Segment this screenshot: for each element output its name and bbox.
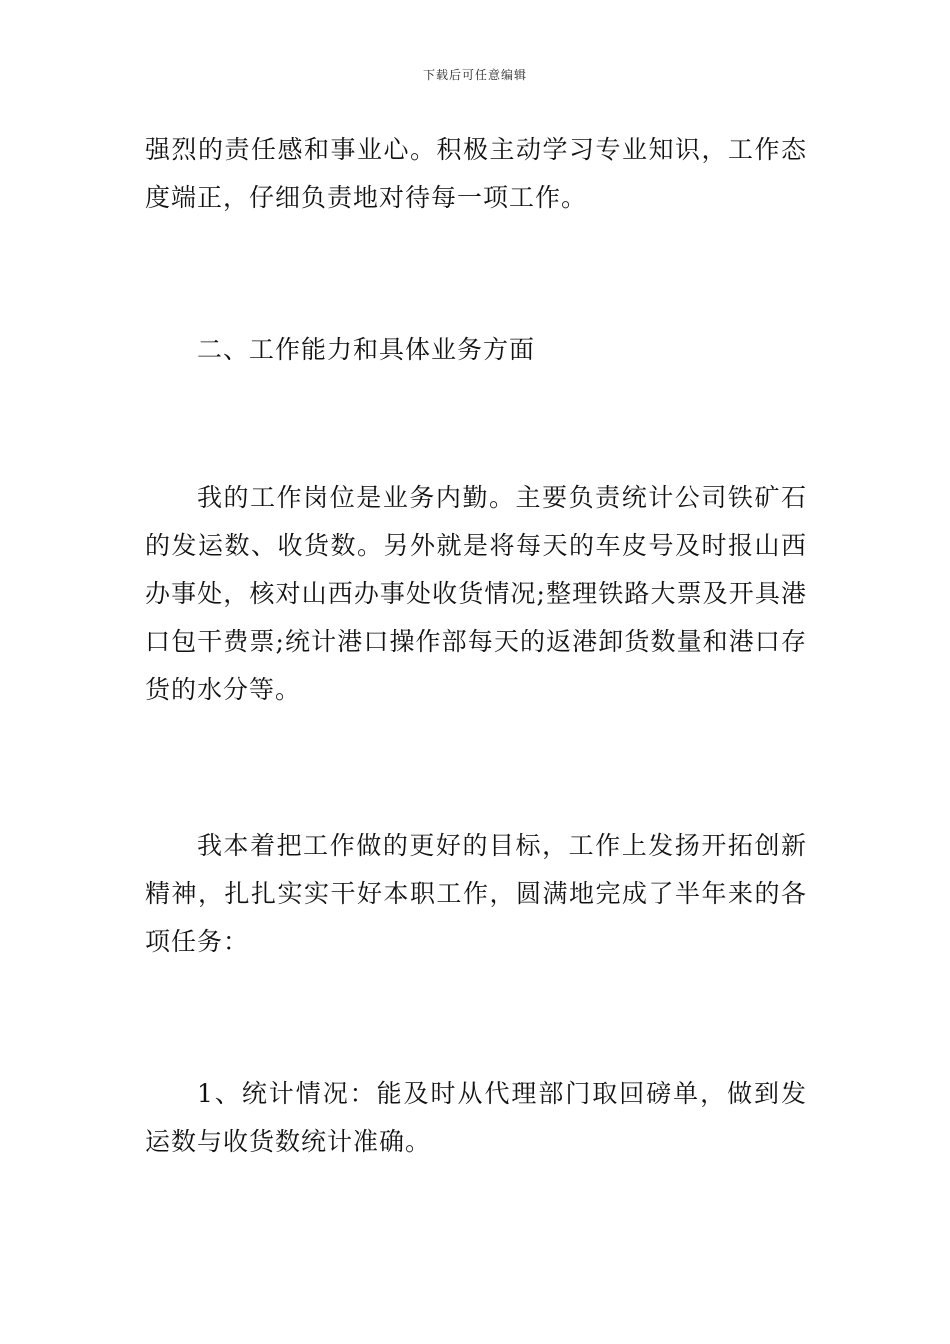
- paragraph-continuation: 强烈的责任感和事业心。积极主动学习专业知识，工作态度端正，仔细负责地对待每一项工作。: [145, 135, 807, 212]
- paragraph-job-duties: 我的工作岗位是业务内勤。主要负责统计公司铁矿石的发运数、收货数。另外就是将每天的车皮号及时报山西办事处，核对山西办事处收货情况;整理铁路大票及开具港口包干费票;统计港口操作部每天的返港卸货数量和港口存货的水分等。: [145, 483, 807, 704]
- paragraph-statistics: 1、统计情况：能及时从代理部门取回磅单，做到发运数与收货数统计准确。: [145, 1079, 807, 1156]
- paragraph-work-goal: 我本着把工作做的更好的目标，工作上发扬开拓创新精神，扎扎实实干好本职工作，圆满地完成了半年来的各项任务：: [145, 831, 807, 956]
- header-note: 下载后可任意编辑: [422, 68, 527, 82]
- section-heading: 二、工作能力和具体业务方面: [197, 335, 536, 364]
